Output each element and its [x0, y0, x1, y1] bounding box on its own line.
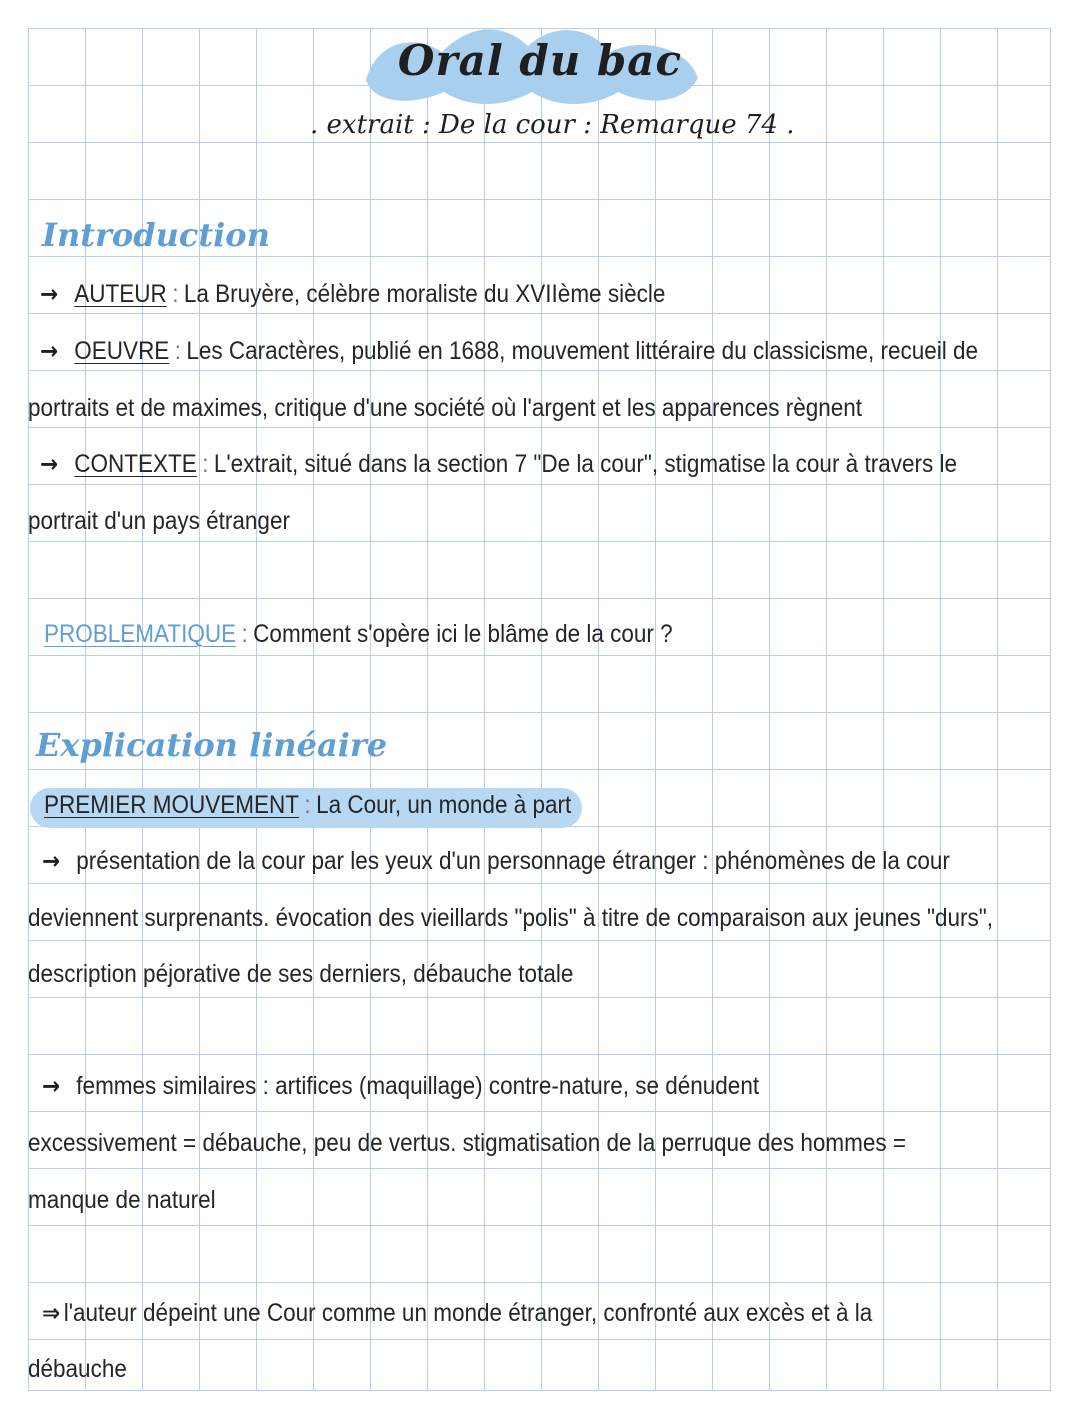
page-subtitle: . extrait : De la cour : Remarque 74 .: [310, 110, 795, 140]
colon-separator: :: [202, 450, 209, 478]
oeuvre-line: [40, 337, 978, 366]
p2-line1-text: femmes similaires : artifices (maquillage) contre-nature, se dénudent: [76, 1072, 760, 1100]
oeuvre-text-1: Les Caractères, publié en 1688, mouvement littéraire du classicisme, recueil de: [186, 337, 979, 365]
conclusion-line2: débauche: [28, 1355, 127, 1383]
contexte-label: CONTEXTE: [74, 450, 197, 478]
conclusion-line1-text: l'auteur dépeint une Cour comme un monde étranger, confronté aux excès et à la: [63, 1299, 873, 1327]
colon-separator: :: [241, 620, 248, 648]
arrow-icon: →: [42, 847, 61, 875]
arrow-icon: →: [42, 1072, 61, 1100]
colon-separator: :: [174, 337, 181, 365]
mouvement-line: [44, 791, 571, 820]
p1-line1-text: présentation de la cour par les yeux d'un personnage étranger : phénomènes de la cour: [76, 847, 950, 875]
page-title: Oral du bac: [397, 36, 683, 85]
mouvement-label: PREMIER MOUVEMENT: [44, 791, 300, 819]
auteur-line: [40, 280, 665, 309]
explication-heading: Explication linéaire: [36, 726, 388, 764]
arrow-icon: →: [40, 280, 59, 308]
contexte-text-1: L'extrait, situé dans la section 7 "De la cour", stigmatise la cour à travers le: [213, 450, 957, 478]
p1-line3: description péjorative de ses derniers, débauche totale: [28, 960, 574, 988]
auteur-label: AUTEUR: [74, 280, 167, 308]
p2-line2: excessivement = débauche, peu de vertus. stigmatisation de la perruque des hommes =: [28, 1129, 907, 1157]
oeuvre-text-2: portraits et de maximes, critique d'une société où l'argent et les apparences règnent: [28, 394, 863, 422]
p2-line1: [42, 1072, 759, 1101]
colon-separator: :: [172, 280, 179, 308]
auteur-text: La Bruyère, célèbre moraliste du XVIIème siècle: [183, 280, 666, 308]
oeuvre-label: OEUVRE: [74, 337, 170, 365]
p1-line1: [42, 847, 950, 876]
contexte-line: [40, 450, 957, 479]
p1-line2: deviennent surprenants. évocation des vieillards "polis" à titre de comparaison aux jeunes "durs",: [28, 904, 993, 932]
introduction-heading: Introduction: [42, 216, 270, 254]
colon-separator: :: [304, 791, 311, 819]
arrow-icon: →: [40, 337, 59, 365]
p2-line3: manque de naturel: [28, 1186, 216, 1214]
mouvement-title: La Cour, un monde à part: [316, 791, 572, 819]
arrow-icon: →: [40, 450, 59, 478]
problematique-text: Comment s'opère ici le blâme de la cour ?: [253, 620, 673, 648]
problematique-line: [44, 620, 673, 649]
problematique-label: PROBLEMATIQUE: [44, 620, 237, 648]
conclusion-line1: [42, 1299, 872, 1328]
double-arrow-icon: ⇒: [42, 1299, 61, 1327]
contexte-text-2: portrait d'un pays étranger: [28, 507, 290, 535]
